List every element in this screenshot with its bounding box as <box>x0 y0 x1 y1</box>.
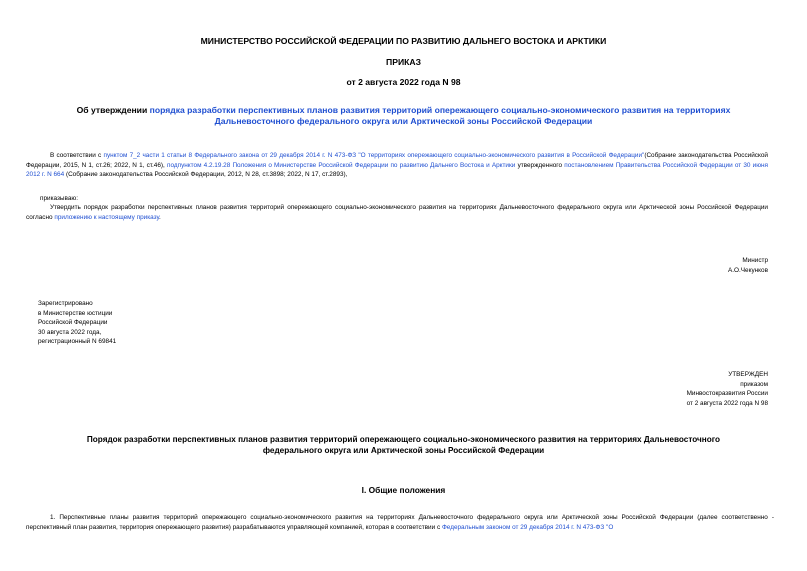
preamble-text-3: утвержденного <box>517 161 563 169</box>
signature-position: Министр <box>742 257 768 264</box>
approved-line: от 2 августа 2022 года N 98 <box>686 399 768 407</box>
appendix-link[interactable]: приложению к настоящему приказу <box>54 213 160 221</box>
order-text: Утвердить порядок разработки перспективных планов развития территорий опережающего социально-экономического развития на территориях Дальневосточного федерального округа или Арктической зоны Российской Федерации согласно <box>26 204 768 221</box>
order-date-number: от 2 августа 2022 года N 98 <box>346 77 461 87</box>
preamble-text-2: (Собрание законодательства Российской Федерации, 2015, N 1, ст.26; 2022, N 1, ст.46), <box>26 152 768 169</box>
prikazyvayu-text: приказываю: <box>40 195 78 202</box>
approved-line: УТВЕРЖДЕН <box>728 371 768 378</box>
registration-line: регистрационный N 69841 <box>38 338 117 346</box>
government-decree-link[interactable]: постановлением Правительства Российской Федерации от 30 июня 2012 г. N 664 <box>26 161 769 179</box>
preamble-text-1: В соответствии с <box>50 152 102 159</box>
preamble-paragraph <box>26 151 768 180</box>
registration-line: Зарегистрировано <box>38 300 93 307</box>
signature-name: А.О.Чекунков <box>727 266 768 274</box>
regulation-subclause-link[interactable]: подпунктом 4.2.19.28 Положения о Министерстве Российской Федерации по развитию Дальнего Востока и Арктики <box>167 161 516 169</box>
order-title <box>60 105 747 127</box>
registration-line: 30 августа 2022 года, <box>38 328 102 336</box>
doc-type-heading: ПРИКАЗ <box>386 57 421 67</box>
federal-law-link[interactable]: пунктом 7_2 части 1 статьи 8 Федерального закона от 29 декабря 2014 г. N 473-ФЗ "О территориях опережающего социально-экономического развития в Российской Федерации" <box>103 152 645 159</box>
signature-block <box>560 256 768 275</box>
procedure-title: Порядок разработки перспективных планов развития территорий опережающего социально-экономического развития на территориях Дальневосточного федерального округа или Арктической зоны Российской Федерации <box>86 435 721 455</box>
procedure-p1-text: 1. Перспективные планы развития территорий опережающего социально-экономического развития на территориях Дальневосточного федерального округа или Арктической зоны Российской Федерации (далее соответственно - перспективный план развития, территория опережающего развития) разрабатываются управляющей компанией, которая в соответствии с <box>26 514 774 531</box>
approved-line: Минвостокразвития России <box>686 390 768 398</box>
approved-line: приказом <box>740 380 768 388</box>
registration-line: Российской Федерации <box>38 319 108 327</box>
approved-block <box>560 370 768 408</box>
registration-line: в Министерстве юстиции <box>38 309 113 317</box>
section-heading: I. Общие положения <box>361 485 446 495</box>
ministry-heading: МИНИСТЕРСТВО РОССИЙСКОЙ ФЕДЕРАЦИИ ПО РАЗВИТИЮ ДАЛЬНЕГО ВОСТОКА И АРКТИКИ <box>200 36 607 46</box>
order-paragraph: Утвердить порядок разработки перспективных планов развития территорий опережающего социально-экономического развития на территориях Дальневосточного федерального округа или Арктической зоны Российской Федерации согласно приложению к настоящему приказу. <box>26 204 768 221</box>
registration-block <box>38 299 238 347</box>
federal-law-473-link[interactable]: Федеральным законом от 29 декабря 2014 г. N 473-ФЗ "О <box>441 523 614 531</box>
order-title-prefix: Об утверждении <box>76 105 148 115</box>
preamble-text-4: (Собрание законодательства Российской Федерации, 2012, N 28, ст.3898; 2022, N 17, ст.2893), <box>65 171 348 179</box>
procedure-title-link[interactable]: порядка разработки перспективных планов развития территорий опережающего социально-экономического развития на территориях Дальневосточного федерального округа или Арктической зоны Российской Федерации <box>149 105 731 126</box>
procedure-paragraph-1 <box>26 513 774 532</box>
